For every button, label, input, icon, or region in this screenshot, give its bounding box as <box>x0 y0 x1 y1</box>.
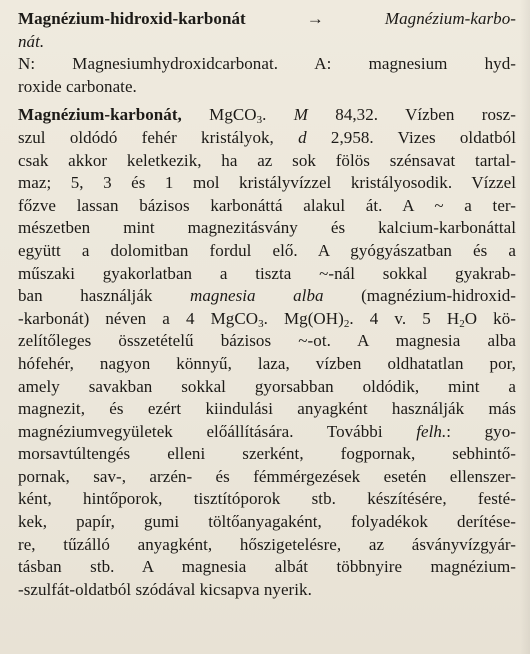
text-run: ban használják <box>18 286 191 306</box>
subscript: 3 <box>258 317 264 330</box>
text-run: 84,32. Vízben rosz- <box>307 105 516 125</box>
text-run: csak akkor keletkezik, ha az sok fölös szénsavat tartal- <box>18 150 516 170</box>
text-run: mészetben mint magnezitásvány és kalcium-karbonáttal <box>18 218 516 238</box>
text-line <box>18 76 516 99</box>
text-run: MgCO <box>181 105 257 125</box>
text-run: kek, papír, gumi töltőanyagaként, folyadékok derítése- <box>18 512 516 532</box>
text-run: amely savakban sokkal gyorsabban oldódik, mint a <box>18 376 516 396</box>
text-line <box>18 240 516 263</box>
headword: Magnézium-karbonát, <box>18 105 182 125</box>
text-line <box>18 488 516 511</box>
text-run: . Mg(OH) <box>263 308 344 328</box>
headword: Magnézium-hidroxid-karbonát <box>18 9 246 28</box>
subscript: 3 <box>256 114 263 127</box>
text-run: zelítőleges összetételű bázisos ~-ot. A magnesia alba <box>18 331 516 351</box>
entry-magnezium-hidroxid-karbonat <box>18 8 516 98</box>
text-line <box>18 127 516 150</box>
text-run: magnezit, és ezért kiindulási anyagként használják más <box>18 399 516 419</box>
text-run: morsavtúltengés elleni szerként, fogpornak, sebhintő- <box>18 444 516 464</box>
text-line <box>18 398 516 421</box>
text-run: szul oldódó fehér kristályok, <box>18 127 299 147</box>
text-line <box>18 8 516 31</box>
text-line <box>18 353 516 376</box>
text-run: N: Magnesiumhydroxidcarbonat. A: magnesium hyd- <box>18 54 516 74</box>
subscript: 2 <box>343 317 350 330</box>
italic-text: nát. <box>18 31 45 51</box>
italic-text: Magnézium-karbo- <box>384 9 516 28</box>
text-line <box>18 172 516 195</box>
text-line <box>18 217 516 240</box>
text-line <box>18 511 516 534</box>
subscript: 2 <box>459 317 465 330</box>
text-run: . <box>262 105 294 125</box>
text-run: magnéziumvegyületek előállítására. További <box>18 421 417 441</box>
text-run: hófehér, nagyon könnyű, laza, vízben oldhatatlan por, <box>18 353 516 373</box>
text-line <box>18 263 516 286</box>
text-line <box>18 53 516 76</box>
text-run: → <box>245 9 385 28</box>
text-line <box>18 330 516 353</box>
text-line <box>18 579 516 602</box>
text-run: -szulfát-oldatból szódával kicsapva nyerik. <box>18 579 312 599</box>
text-line <box>18 31 516 54</box>
text-run: 2,958. Vizes oldatból <box>306 127 516 147</box>
text-run: együtt a dolomitban fordul elő. A gyógyászatban és a <box>18 240 516 260</box>
text-line <box>18 308 516 331</box>
text-line <box>18 104 516 127</box>
text-run: tásban stb. A magnesia albát többnyire magnézium- <box>18 557 516 577</box>
italic-text: d <box>298 127 307 147</box>
text-line <box>18 285 516 308</box>
text-run: -karbonát) néven a 4 MgCO <box>18 308 259 328</box>
text-line <box>18 534 516 557</box>
text-run: pornak, sav-, arzén- és fémmérgezések esetén ellenszer- <box>18 466 516 486</box>
text-run: maz; 5, 3 és 1 mol kristályvízzel kristályosodik. Vízzel <box>18 173 516 193</box>
text-line <box>18 150 516 173</box>
text-run: műszaki gyakorlatban a tiszta ~-nál sokkal gyakrab- <box>18 263 516 283</box>
text-line <box>18 443 516 466</box>
text-line <box>18 195 516 218</box>
italic-text: felh. <box>416 421 447 441</box>
italic-text: M <box>293 105 308 125</box>
text-run: re, tűzálló anyagként, hőszigetelésre, az ásványvízgyár- <box>18 534 516 554</box>
text-run: főzve lassan bázisos karbonáttá alakul át. A ~ a ter- <box>18 195 516 215</box>
text-run: (magnézium-hidroxid- <box>323 286 516 306</box>
text-run: . 4 v. 5 H <box>349 308 460 328</box>
text-line <box>18 421 516 444</box>
text-line <box>18 376 516 399</box>
text-run: ként, hintőporok, tisztítóporok stb. készítésére, festé- <box>18 489 516 509</box>
text-run: : gyo- <box>446 421 516 441</box>
text-line <box>18 556 516 579</box>
text-run: roxide carbonate. <box>18 76 137 96</box>
entry-magnezium-karbonat <box>18 104 516 601</box>
italic-text: magnesia alba <box>190 286 324 306</box>
text-run: O kö- <box>464 308 516 328</box>
text-line <box>18 466 516 489</box>
